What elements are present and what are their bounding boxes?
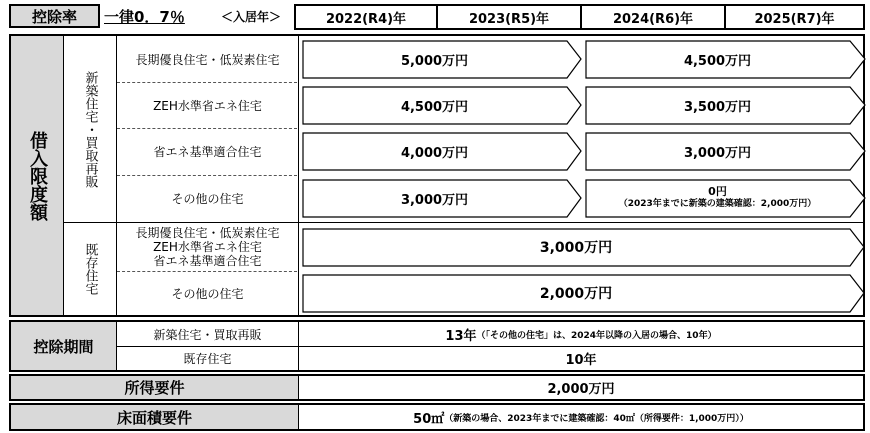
- period-new-value: 13年 （「その他の住宅」は、2024年以降の入居の場合、10年）: [445, 328, 717, 344]
- income-label: 所得要件: [11, 376, 298, 399]
- period-label: 控除期間: [11, 322, 116, 370]
- existing-limit-value: 2,000万円: [539, 286, 613, 302]
- income-value: 2,000万円: [547, 382, 615, 397]
- year-header-2022: 2022(R4)年: [294, 4, 438, 30]
- limit-row-name: ZEH水準省エネ住宅: [153, 98, 262, 113]
- limit-value: 4,000万円: [400, 145, 469, 161]
- floor-value: 50㎡ （新築の場合、2023年までに建築確認：40㎡（所得要件：1,000万円））: [413, 411, 749, 427]
- rate-value: 一律0．7％: [104, 7, 185, 26]
- limit-value: 0円 （2023年までに新築の建築確認：2,000万円）: [618, 185, 817, 209]
- limit-value: 3,000万円: [683, 145, 752, 161]
- limit-value: 5,000万円: [400, 53, 469, 69]
- limit-value: 4,500万円: [683, 53, 752, 69]
- rate-label: 控除率: [9, 4, 100, 28]
- limit-label: 借入限度額: [27, 130, 48, 221]
- limit-value: 3,000万円: [400, 192, 469, 208]
- period-new-label: 新築住宅・買取再販: [153, 327, 262, 342]
- new-housing-label: 新築住宅・買取再販: [82, 70, 98, 188]
- limit-row-name: 省エネ基準適合住宅: [153, 145, 262, 159]
- existing-row-name: その他の住宅: [171, 286, 244, 301]
- existing-limit-value: 3,000万円: [539, 240, 613, 256]
- limit-value: 4,500万円: [400, 99, 469, 115]
- existing-housing-label: 既存住宅: [82, 243, 98, 295]
- year-label: ＜入居年＞: [220, 9, 281, 24]
- year-header-2023: 2023(R5)年: [436, 4, 582, 30]
- period-existing-value: 10年: [565, 353, 597, 368]
- year-header-2024: 2024(R6)年: [580, 4, 726, 30]
- year-header-2025: 2025(R7)年: [724, 4, 865, 30]
- existing-row-names: 長期優良住宅・低炭素住宅 ZEH水準省エネ住宅 省エネ基準適合住宅: [135, 226, 280, 268]
- limit-row-name: その他の住宅: [171, 192, 244, 206]
- limit-row-name: 長期優良住宅・低炭素住宅: [135, 52, 280, 67]
- limit-value: 3,500万円: [683, 99, 752, 115]
- floor-label: 床面積要件: [11, 405, 298, 429]
- period-existing-label: 既存住宅: [183, 352, 232, 366]
